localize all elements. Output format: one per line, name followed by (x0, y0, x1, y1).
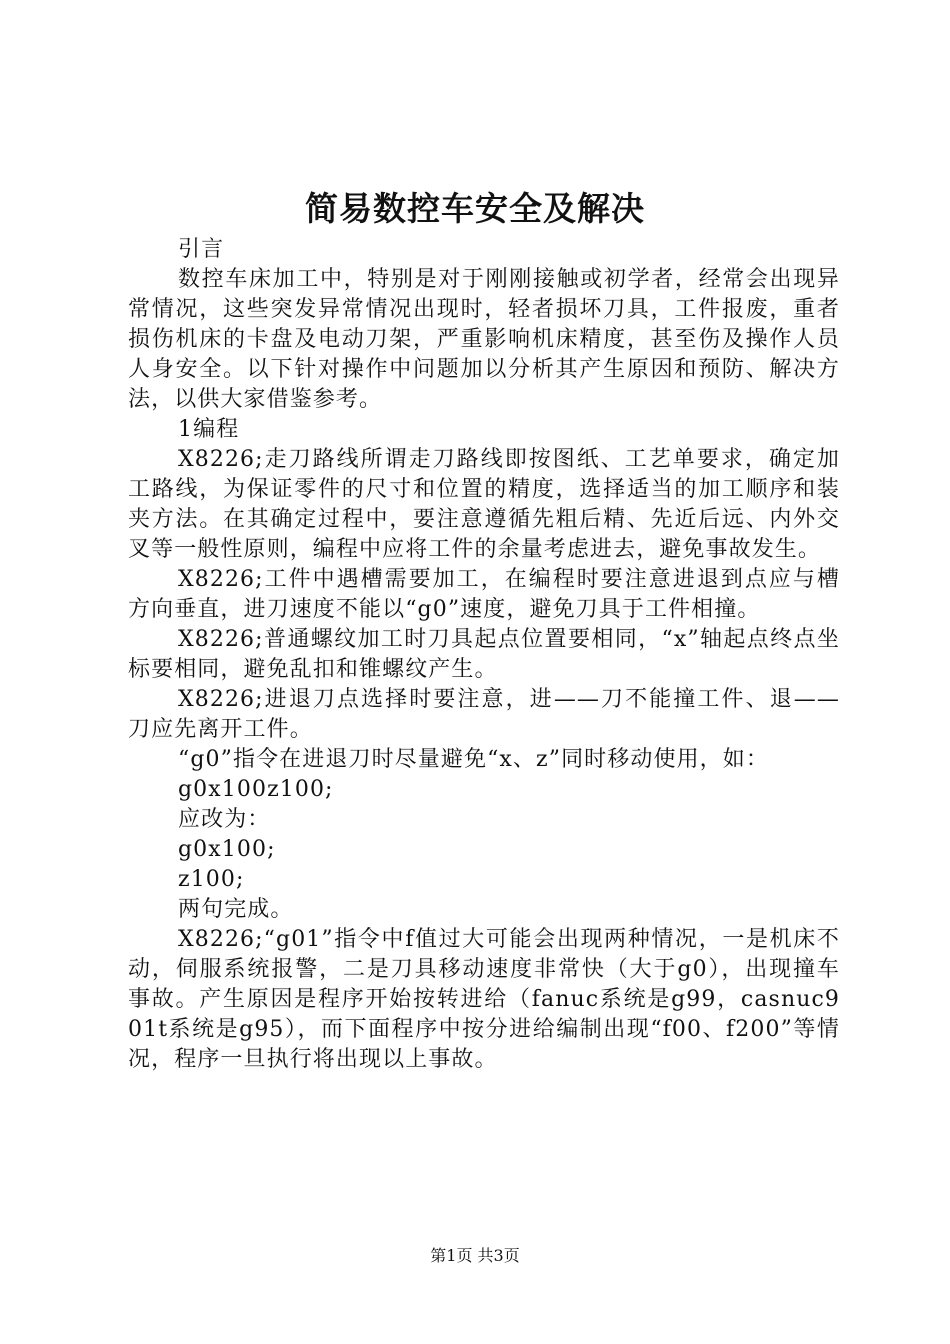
paragraph-change-to: 应改为： (178, 807, 271, 832)
page-footer: 第1页 共3页 (430, 1246, 520, 1265)
paragraph-g0-instruction: “g0”指令在进退刀时尽量避免“x、z”同时移动使用，如： (178, 747, 769, 772)
paragraph-intro-heading: 引言 (178, 237, 225, 262)
paragraph-two-lines: 两句完成。 (178, 897, 294, 922)
paragraph-thread: X8226;普通螺纹加工时刀具起点位置要相同，“x”轴起点终点坐标要相同，避免乱扣和锥螺纹产生。 (128, 627, 840, 682)
paragraph-retract-point: X8226;进退刀点选择时要注意，进——刀不能撞工件、退——刀应先离开工件。 (128, 687, 840, 742)
paragraph-g01-feed: X8226;“g01”指令中f值过大可能会出现两种情况，一是机床不动，伺服系统报警，二是刀具移动速度非常快（大于g0），出现撞车事故。产生原因是程序开始按转进给（fanuc系统是g99，casnuc901t系统是g95），而下面程序中按分进给编制出现“f00、f200”等情况，程序一旦执行将出现以上事故。 (128, 927, 840, 1072)
paragraph-intro: 数控车床加工中，特别是对于刚刚接触或初学者，经常会出现异常情况，这些突发异常情况出现时，轻者损坏刀具，工件报废，重者损伤机床的卡盘及电动刀架，严重影响机床精度，甚至伤及操作人员人身安全。以下针对操作中问题加以分析其产生原因和预防、解决方法，以供大家借鉴参考。 (128, 267, 840, 412)
code-line: g0x100z100; (178, 777, 334, 802)
paragraph-tool-path: X8226;走刀路线所谓走刀路线即按图纸、工艺单要求，确定加工路线，为保证零件的尺寸和位置的精度，选择适当的加工顺序和装夹方法。在其确定过程中，要注意遵循先粗后精、先近后远、内外交叉等一般性原则，编程中应将工件的余量考虑进去，避免事故发生。 (128, 447, 840, 562)
document-body (128, 235, 840, 1075)
code-line: z100; (178, 867, 245, 892)
code-line: g0x100; (178, 837, 276, 862)
section-heading-programming: 1编程 (178, 417, 240, 442)
paragraph-groove: X8226;工件中遇槽需要加工，在编程时要注意进退到点应与槽方向垂直，进刀速度不能以“g0”速度，避免刀具于工件相撞。 (128, 567, 840, 622)
document-title: 简易数控车安全及解决 (305, 189, 645, 228)
